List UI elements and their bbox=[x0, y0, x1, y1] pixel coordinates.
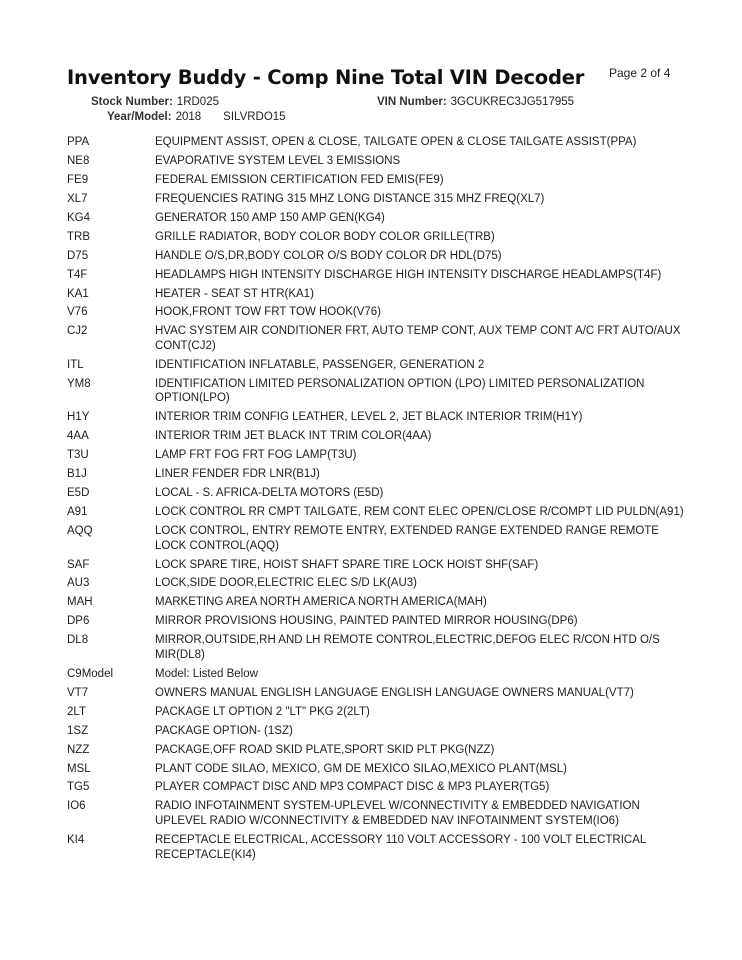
vin-number-field bbox=[377, 96, 574, 108]
option-code: TRB bbox=[67, 230, 90, 243]
option-code: 2LT bbox=[67, 705, 86, 718]
option-description: LOCK,SIDE DOOR,ELECTRIC ELEC S/D LK(AU3) bbox=[155, 577, 418, 590]
option-code: 1SZ bbox=[67, 724, 89, 737]
option-code: YM8 bbox=[67, 377, 91, 390]
option-code: T3U bbox=[67, 449, 89, 462]
option-row bbox=[67, 247, 687, 266]
option-code: AQQ bbox=[67, 525, 93, 537]
option-description: INTERIOR TRIM JET BLACK INT TRIM COLOR(4AA) bbox=[155, 430, 432, 443]
option-code: A91 bbox=[67, 506, 88, 519]
option-code: NZZ bbox=[67, 743, 90, 756]
option-code: PPA bbox=[67, 136, 90, 148]
option-row bbox=[67, 356, 687, 375]
stock-number-label: Stock Number: bbox=[91, 96, 173, 108]
option-row bbox=[67, 574, 687, 593]
option-description: OWNERS MANUAL ENGLISH LANGUAGE ENGLISH LANGUAGE OWNERS MANUAL(VT7) bbox=[155, 686, 634, 699]
option-row bbox=[67, 303, 687, 322]
option-row bbox=[67, 778, 687, 797]
option-row bbox=[67, 522, 687, 556]
option-description: HOOK,FRONT TOW FRT TOW HOOK(V76) bbox=[155, 306, 381, 319]
option-description: GRILLE RADIATOR, BODY COLOR BODY COLOR GRILLE(TRB) bbox=[155, 230, 495, 243]
option-row bbox=[67, 593, 687, 612]
option-row bbox=[67, 612, 687, 631]
option-description: PLANT CODE SILAO, MEXICO, GM DE MEXICO SILAO,MEXICO PLANT(MSL) bbox=[155, 762, 567, 775]
option-code: VT7 bbox=[67, 686, 89, 699]
option-description: GENERATOR 150 AMP 150 AMP GEN(KG4) bbox=[155, 211, 385, 224]
option-row bbox=[67, 831, 687, 865]
option-row bbox=[67, 408, 687, 427]
option-code: D75 bbox=[67, 249, 89, 262]
option-code: V76 bbox=[67, 306, 88, 319]
option-description: PLAYER COMPACT DISC AND MP3 COMPACT DISC & MP3 PLAYER(TG5) bbox=[155, 781, 550, 794]
option-code-list bbox=[67, 133, 687, 864]
option-code: CJ2 bbox=[67, 325, 88, 338]
option-row bbox=[67, 631, 687, 665]
option-code: MAH bbox=[67, 596, 93, 609]
option-row bbox=[67, 285, 687, 304]
option-code: SAF bbox=[67, 558, 90, 571]
option-code: E5D bbox=[67, 487, 90, 500]
option-description: LOCK CONTROL, ENTRY REMOTE ENTRY, EXTENDED RANGE EXTENDED RANGE REMOTE LOCK CONTROL(AQQ) bbox=[155, 525, 659, 552]
option-row bbox=[67, 171, 687, 190]
option-row bbox=[67, 484, 687, 503]
option-code: C9Model bbox=[67, 667, 114, 680]
option-description: HEADLAMPS HIGH INTENSITY DISCHARGE HIGH INTENSITY DISCHARGE HEADLAMPS(T4F) bbox=[155, 268, 662, 281]
option-row bbox=[67, 722, 687, 741]
option-code: 4AA bbox=[67, 430, 89, 443]
option-description: LOCAL - S. AFRICA-DELTA MOTORS (E5D) bbox=[155, 487, 384, 500]
option-row bbox=[67, 556, 687, 575]
option-row bbox=[67, 427, 687, 446]
option-description: HEATER - SEAT ST HTR(KA1) bbox=[155, 287, 314, 300]
option-code: DP6 bbox=[67, 615, 90, 628]
option-description: HANDLE O/S,DR,BODY COLOR O/S BODY COLOR DR HDL(D75) bbox=[155, 249, 502, 262]
option-description: INTERIOR TRIM CONFIG LEATHER, LEVEL 2, JET BLACK INTERIOR TRIM(H1Y) bbox=[155, 411, 583, 424]
option-code: DL8 bbox=[67, 634, 89, 647]
option-code: AU3 bbox=[67, 577, 90, 590]
option-description: EVAPORATIVE SYSTEM LEVEL 3 EMISSIONS bbox=[155, 154, 401, 167]
option-row bbox=[67, 741, 687, 760]
vin-number-label: VIN Number: bbox=[377, 96, 447, 108]
vin-number-value: 3GCUKREC3JG517955 bbox=[450, 96, 575, 108]
year-value: 2018 bbox=[175, 111, 202, 123]
option-code: FE9 bbox=[67, 173, 89, 186]
year-model-label: Year/Model: bbox=[107, 111, 172, 123]
option-code: MSL bbox=[67, 762, 91, 775]
option-description: PACKAGE LT OPTION 2 "LT" PKG 2(2LT) bbox=[155, 705, 370, 718]
option-row bbox=[67, 760, 687, 779]
option-description: FREQUENCIES RATING 315 MHZ LONG DISTANCE 315 MHZ FREQ(XL7) bbox=[155, 192, 545, 205]
option-row bbox=[67, 797, 687, 831]
stock-number-value: 1RD025 bbox=[176, 96, 219, 108]
option-description: PACKAGE,OFF ROAD SKID PLATE,SPORT SKID PLT PKG(NZZ) bbox=[155, 743, 495, 756]
option-row bbox=[67, 209, 687, 228]
option-description: IDENTIFICATION INFLATABLE, PASSENGER, GENERATION 2 bbox=[155, 358, 485, 371]
option-code: TG5 bbox=[67, 781, 90, 794]
page-title: Inventory Buddy - Comp Nine Total VIN Decoder bbox=[67, 66, 585, 89]
option-description: PACKAGE OPTION- (1SZ) bbox=[155, 724, 293, 737]
page-number: Page 2 of 4 bbox=[609, 66, 671, 80]
option-row bbox=[67, 503, 687, 522]
option-code: IO6 bbox=[67, 800, 86, 813]
option-row bbox=[67, 266, 687, 285]
option-description: LINER FENDER FDR LNR(B1J) bbox=[155, 468, 320, 481]
option-code: KG4 bbox=[67, 211, 91, 224]
option-description: MIRROR PROVISIONS HOUSING, PAINTED PAINTED MIRROR HOUSING(DP6) bbox=[155, 615, 578, 628]
option-row bbox=[67, 228, 687, 247]
option-code: NE8 bbox=[67, 154, 90, 167]
option-description: FEDERAL EMISSION CERTIFICATION FED EMIS(FE9) bbox=[155, 173, 444, 186]
option-row bbox=[67, 190, 687, 209]
option-description: RECEPTACLE ELECTRICAL, ACCESSORY 110 VOLT ACCESSORY - 100 VOLT ELECTRICAL RECEPTACLE(KI4) bbox=[155, 833, 646, 861]
option-row bbox=[67, 665, 687, 684]
option-code: KI4 bbox=[67, 833, 85, 846]
option-description: LOCK CONTROL RR CMPT TAILGATE, REM CONT ELEC OPEN/CLOSE R/COMPT LID PULDN(A91) bbox=[155, 506, 684, 519]
option-code: XL7 bbox=[67, 192, 88, 205]
option-row bbox=[67, 703, 687, 722]
option-row bbox=[67, 446, 687, 465]
option-description: Model: Listed Below bbox=[155, 667, 258, 680]
option-description: LOCK SPARE TIRE, HOIST SHAFT SPARE TIRE LOCK HOIST SHF(SAF) bbox=[155, 558, 539, 571]
option-row bbox=[67, 152, 687, 171]
year-model-field bbox=[107, 111, 286, 123]
option-description: LAMP FRT FOG FRT FOG LAMP(T3U) bbox=[155, 449, 357, 462]
option-description: IDENTIFICATION LIMITED PERSONALIZATION OPTION (LPO) LIMITED PERSONALIZATION OPTION(LPO) bbox=[155, 377, 645, 405]
option-row bbox=[67, 684, 687, 703]
option-description: RADIO INFOTAINMENT SYSTEM-UPLEVEL W/CONNECTIVITY & EMBEDDED NAVIGATION UPLEVEL RADIO W/CONNECTIVITY & EMBEDDED NAV INFOTAINMENT SYSTEM(IO6) bbox=[155, 800, 640, 827]
option-description: MARKETING AREA NORTH AMERICA NORTH AMERICA(MAH) bbox=[155, 596, 487, 609]
option-row bbox=[67, 375, 687, 409]
option-code: B1J bbox=[67, 468, 87, 481]
option-description: HVAC SYSTEM AIR CONDITIONER FRT, AUTO TEMP CONT, AUX TEMP CONT A/C FRT AUTO/AUX CONT(CJ2) bbox=[155, 325, 681, 352]
option-description: MIRROR,OUTSIDE,RH AND LH REMOTE CONTROL,ELECTRIC,DEFOG ELEC R/CON HTD O/S MIR(DL8) bbox=[155, 634, 660, 661]
option-code: ITL bbox=[67, 358, 84, 371]
option-row bbox=[67, 133, 687, 152]
stock-number-field bbox=[91, 96, 219, 108]
option-row bbox=[67, 322, 687, 356]
model-value: SILVRDO15 bbox=[223, 111, 286, 123]
option-code: H1Y bbox=[67, 411, 90, 424]
option-row bbox=[67, 465, 687, 484]
option-description: EQUIPMENT ASSIST, OPEN & CLOSE, TAILGATE OPEN & CLOSE TAILGATE ASSIST(PPA) bbox=[155, 136, 637, 148]
option-code: T4F bbox=[67, 268, 88, 281]
option-code: KA1 bbox=[67, 287, 89, 300]
